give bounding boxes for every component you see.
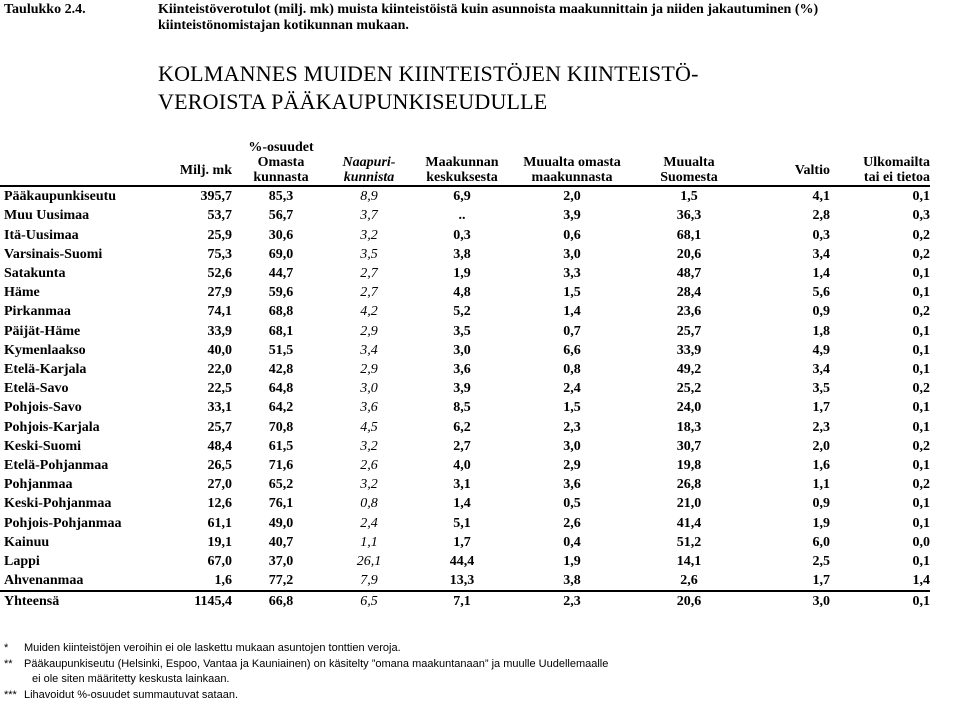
column-header xyxy=(516,155,628,186)
region-name: Yhteensä xyxy=(0,591,154,611)
footnote xyxy=(4,688,608,704)
table-cell: 2,0 xyxy=(812,438,830,454)
table-cell: 61,5 xyxy=(268,438,294,454)
table-cell: 0,3 xyxy=(812,227,830,243)
table-row xyxy=(0,379,930,398)
table-row xyxy=(0,283,930,302)
table-cell: 2,6 xyxy=(360,458,378,474)
table-cell: 25,7 xyxy=(207,419,232,435)
table-cell: 3,4 xyxy=(360,342,378,358)
table-row xyxy=(0,360,930,379)
column-header-line-1: Ulkomailta xyxy=(863,155,930,171)
table-row xyxy=(0,514,930,533)
column-header-line-1: Naapuri- xyxy=(342,155,396,171)
table-cell: 4,9 xyxy=(812,342,830,358)
region-name: Pohjois-Karjala xyxy=(4,419,100,435)
table-row xyxy=(0,322,930,341)
table-cell: 40,0 xyxy=(207,342,232,358)
total-row xyxy=(0,591,930,611)
table-cell: 1,6 xyxy=(154,571,232,591)
table-cell: 49,2 xyxy=(676,362,702,378)
table-cell: 3,0 xyxy=(563,438,581,454)
table-cell: 1,4 xyxy=(563,304,581,320)
table-row xyxy=(0,475,930,494)
table-cell: 0,1 xyxy=(912,419,930,435)
column-header-line-1: Valtio xyxy=(794,162,830,178)
table-cell: 40,7 xyxy=(268,534,294,550)
table-cell: 52,6 xyxy=(207,266,232,281)
table-cell: 27,9 xyxy=(207,285,232,301)
table-row xyxy=(0,533,930,552)
table-cell: 70,8 xyxy=(268,419,294,435)
table-cell: 44,7 xyxy=(268,266,294,281)
table-cell: 2,7 xyxy=(360,285,378,301)
table-cell: 0,4 xyxy=(563,534,581,550)
table-cell: 25,9 xyxy=(207,227,232,243)
region-name: Etelä-Karjala xyxy=(4,362,87,378)
table-caption: Kiinteistöverotulot (milj. mk) muista kiinteistöistä kuin asunnoista maakunnittain ja niiden jakautuminen (%) kiinteistönomistajan kotikunnan mukaan. xyxy=(158,2,819,33)
region-name: Päijät-Häme xyxy=(4,323,81,339)
table-cell: 0,1 xyxy=(830,591,930,611)
table-cell: 1,5 xyxy=(680,189,698,205)
table-cell: 0,2 xyxy=(912,381,930,397)
table-cell: 1,4 xyxy=(830,571,930,591)
table-cell: 3,5 xyxy=(360,246,378,262)
table-cell: 42,8 xyxy=(268,362,294,378)
table-cell: 66,8 xyxy=(232,591,330,611)
table-cell: 64,2 xyxy=(268,400,294,416)
headline xyxy=(158,60,699,116)
table-cell: 20,6 xyxy=(628,591,750,611)
table-cell: 3,6 xyxy=(563,477,581,493)
region-name: Muu Uusimaa xyxy=(4,208,90,224)
table-cell: 0,9 xyxy=(812,496,830,512)
table-cell: 2,3 xyxy=(516,591,628,611)
table-cell: 0,1 xyxy=(912,554,930,570)
table-row xyxy=(0,264,930,283)
table-cell: 2,5 xyxy=(812,554,830,570)
table-cell: 30,7 xyxy=(676,438,702,454)
region-name: Keski-Suomi xyxy=(4,438,82,454)
table-row xyxy=(0,418,930,437)
table-cell: 56,7 xyxy=(268,208,294,224)
table-cell: 2,9 xyxy=(360,362,378,378)
table-cell: 0,1 xyxy=(912,496,930,512)
table-cell: 65,2 xyxy=(268,477,294,493)
table-cell: 69,0 xyxy=(268,246,294,262)
table-cell: 12,6 xyxy=(207,496,232,512)
column-header xyxy=(0,155,154,186)
table-cell: 3,0 xyxy=(453,342,471,358)
table-cell: 4,2 xyxy=(360,304,378,320)
table-cell: 0,9 xyxy=(812,304,830,320)
table-cell: 5,6 xyxy=(812,285,830,301)
table-cell: 395,7 xyxy=(200,189,232,205)
table-cell: 6,0 xyxy=(812,534,830,550)
column-header-line-2: kunnasta xyxy=(253,170,309,186)
table-cell: 25,2 xyxy=(676,381,702,397)
table-cell: 0,2 xyxy=(912,477,930,493)
table-cell: 51,2 xyxy=(676,534,702,550)
footnote-mark: ** xyxy=(4,657,13,670)
table-cell: 5,2 xyxy=(453,304,471,320)
table-cell: 2,6 xyxy=(628,571,750,591)
region-name: Keski-Pohjanmaa xyxy=(4,496,112,512)
table-cell: 26,1 xyxy=(356,554,382,570)
table-cell: 8,9 xyxy=(360,189,378,205)
table-row xyxy=(0,341,930,360)
table-cell: 2,9 xyxy=(360,323,378,339)
table-cell: 53,7 xyxy=(207,208,232,224)
table-cell: 7,9 xyxy=(330,571,408,591)
table-cell: 2,9 xyxy=(563,458,581,474)
footnote xyxy=(4,657,608,673)
table-cell: 3,9 xyxy=(563,208,581,224)
group-header: %-osuudet xyxy=(248,140,314,156)
table-cell: 3,5 xyxy=(453,323,471,339)
footnote-text: Lihavoidut %-osuudet summautuvat sataan. xyxy=(24,688,239,701)
table-cell: 3,8 xyxy=(516,571,628,591)
table-cell: 21,0 xyxy=(676,496,702,512)
table-cell: 26,5 xyxy=(207,458,232,474)
table-cell: 68,8 xyxy=(268,304,294,320)
table-cell: 0,2 xyxy=(912,246,930,262)
data-table xyxy=(0,136,930,612)
table-cell: 0,1 xyxy=(912,342,930,358)
table-cell: 5,1 xyxy=(453,515,471,531)
table-cell: 4,1 xyxy=(812,189,830,205)
table-cell: 0,3 xyxy=(912,208,930,224)
table-cell: 3,0 xyxy=(360,381,378,397)
table-row xyxy=(0,226,930,245)
table-cell: 3,4 xyxy=(812,246,830,262)
table-cell: 23,6 xyxy=(676,304,702,320)
region-name: Häme xyxy=(4,285,40,301)
table-cell: 1,5 xyxy=(563,400,581,416)
column-header-line-1: Milj. mk xyxy=(179,162,232,178)
region-name: Pääkaupunkiseutu xyxy=(4,189,117,205)
table-cell: 19,8 xyxy=(676,458,702,474)
table-cell: 33,9 xyxy=(207,323,232,339)
table-cell: 51,5 xyxy=(268,342,294,358)
table-cell: 6,5 xyxy=(330,591,408,611)
table-cell: 0,1 xyxy=(912,458,930,474)
region-name: Pohjois-Pohjanmaa xyxy=(4,515,122,531)
region-name: Ahvenanmaa xyxy=(0,571,154,591)
table-cell: 3,1 xyxy=(453,477,471,493)
table-cell: 3,3 xyxy=(563,266,581,281)
table-cell: 0,2 xyxy=(912,304,930,320)
table-cell: 1,6 xyxy=(812,458,830,474)
table-cell: 1,7 xyxy=(453,534,471,550)
footnote-text: Pääkaupunkiseutu (Helsinki, Espoo, Vantaa ja Kauniainen) on käsitelty ”omana maakuntanaan” ja muulle Uudellemaalle xyxy=(24,657,609,670)
column-header xyxy=(154,155,232,186)
table-cell: 3,8 xyxy=(453,246,471,262)
table-cell: 8,5 xyxy=(453,400,471,416)
table-cell: 0,8 xyxy=(360,496,378,512)
table-cell: 2,6 xyxy=(563,515,581,531)
table-cell: 3,9 xyxy=(453,381,471,397)
table-row xyxy=(0,206,930,225)
table-row xyxy=(0,302,930,321)
table-cell: 22,0 xyxy=(207,362,232,378)
table-cell: 4,8 xyxy=(453,285,471,301)
table-cell: .. xyxy=(458,208,466,224)
table-cell: 2,4 xyxy=(360,515,378,531)
table-cell: 61,1 xyxy=(207,515,232,531)
table-cell: 33,9 xyxy=(676,342,702,358)
region-name: Etelä-Savo xyxy=(4,381,69,397)
table-cell: 26,8 xyxy=(676,477,702,493)
table-cell: 48,4 xyxy=(207,438,232,454)
footnote-mark: *** xyxy=(4,688,17,701)
table-cell: 22,5 xyxy=(207,381,232,397)
table-cell: 6,2 xyxy=(453,419,471,435)
table-row xyxy=(0,552,930,571)
column-header xyxy=(750,155,830,186)
table-cell: 0,3 xyxy=(453,227,471,243)
table-cell: 3,7 xyxy=(360,208,378,224)
footnote xyxy=(4,672,608,688)
table-cell: 0,6 xyxy=(563,227,581,243)
table-cell: 14,1 xyxy=(676,554,702,570)
region-name: Lappi xyxy=(4,554,40,570)
table-cell: 1,4 xyxy=(812,266,830,281)
column-header xyxy=(830,155,930,186)
table-cell: 0,2 xyxy=(912,227,930,243)
table-cell: 1,9 xyxy=(812,515,830,531)
table-cell: 85,3 xyxy=(268,189,294,205)
headline-line-2: VEROISTA PÄÄKAUPUNKISEUDULLE xyxy=(158,89,548,114)
table-cell: 4,0 xyxy=(453,458,471,474)
table-cell: 36,3 xyxy=(676,208,702,224)
column-header-line-1: Muualta xyxy=(663,155,715,171)
table-cell: 28,4 xyxy=(676,285,702,301)
table-cell: 77,2 xyxy=(232,571,330,591)
table-cell: 68,1 xyxy=(676,227,702,243)
region-name: Kainuu xyxy=(4,534,50,550)
table-cell: 0,1 xyxy=(912,285,930,301)
table-row xyxy=(0,186,930,206)
table-cell: 13,3 xyxy=(408,571,516,591)
table-row xyxy=(0,437,930,456)
table-cell: 0,2 xyxy=(912,438,930,454)
table-cell: 33,1 xyxy=(207,400,232,416)
column-header-line-2: kunnista xyxy=(343,170,395,186)
column-header-line-2: Suomesta xyxy=(660,170,718,186)
region-name: Varsinais-Suomi xyxy=(4,246,103,262)
table-cell: 0,1 xyxy=(912,515,930,531)
column-header-line-2: maakunnasta xyxy=(531,170,613,186)
table-cell: 0,5 xyxy=(563,496,581,512)
table-cell: 0,1 xyxy=(912,266,930,281)
footnote-text: Muiden kiinteistöjen veroihin ei ole laskettu mukaan asuntojen tonttien veroja. xyxy=(24,642,401,654)
table-number: Taulukko 2.4. xyxy=(4,2,86,17)
table-cell: 1,7 xyxy=(750,571,830,591)
table-cell: 1,9 xyxy=(453,266,471,281)
table-cell: 2,7 xyxy=(360,266,378,281)
table-cell: 7,1 xyxy=(408,591,516,611)
table-cell: 59,6 xyxy=(268,285,294,301)
region-name: Satakunta xyxy=(4,266,66,281)
table-cell: 44,4 xyxy=(449,554,475,570)
table-cell: 2,4 xyxy=(563,381,581,397)
table-cell: 3,5 xyxy=(812,381,830,397)
table-cell: 0,1 xyxy=(912,362,930,378)
table-cell: 0,7 xyxy=(563,323,581,339)
column-header-line-2: keskuksesta xyxy=(426,170,498,186)
column-header xyxy=(408,155,516,186)
table-row xyxy=(0,494,930,513)
table-cell: 64,8 xyxy=(268,381,294,397)
region-name: Pohjanmaa xyxy=(4,477,73,493)
table-cell: 1,7 xyxy=(812,400,830,416)
footnotes xyxy=(4,641,608,703)
table-cell: 2,8 xyxy=(812,208,830,224)
table-cell: 3,0 xyxy=(563,246,581,262)
footnote-mark: * xyxy=(4,642,9,654)
table-cell: 3,0 xyxy=(750,591,830,611)
table-cell: 0,1 xyxy=(912,400,930,416)
footnote xyxy=(4,641,608,657)
table-cell: 3,4 xyxy=(812,362,830,378)
column-header-line-1: Muualta omasta xyxy=(523,155,621,171)
table-cell: 3,2 xyxy=(360,477,378,493)
table-cell: 1,8 xyxy=(812,323,830,339)
table-cell: 19,1 xyxy=(207,534,232,550)
table-cell: 3,2 xyxy=(360,227,378,243)
table-cell: 67,0 xyxy=(207,554,232,570)
table-cell: 1,9 xyxy=(563,554,581,570)
table-row xyxy=(0,245,930,264)
table-cell: 68,1 xyxy=(268,323,294,339)
table-cell: 2,7 xyxy=(453,438,471,454)
table-cell: 3,6 xyxy=(360,400,378,416)
region-name: Pohjois-Savo xyxy=(4,400,82,416)
column-header-line-1: Maakunnan xyxy=(425,155,499,171)
table-cell: 0,0 xyxy=(912,534,930,550)
table-cell: 37,0 xyxy=(268,554,294,570)
table-cell: 4,5 xyxy=(360,419,378,435)
table-cell: 20,6 xyxy=(676,246,702,262)
table-cell: 71,6 xyxy=(268,458,294,474)
table-cell: 49,0 xyxy=(268,515,294,531)
table-row xyxy=(0,571,930,591)
table-cell: 30,6 xyxy=(268,227,294,243)
table-cell: 2,0 xyxy=(563,189,581,205)
table-cell: 1145,4 xyxy=(154,591,232,611)
table-cell: 3,2 xyxy=(360,438,378,454)
table-cell: 6,6 xyxy=(563,342,581,358)
column-header xyxy=(330,155,408,186)
table-row xyxy=(0,456,930,475)
column-header xyxy=(628,155,750,186)
table-cell: 0,1 xyxy=(912,189,930,205)
column-header-line-1: Omasta xyxy=(257,155,305,171)
table-cell: 1,5 xyxy=(563,285,581,301)
table-cell: 25,7 xyxy=(676,323,702,339)
headline-line-1: KOLMANNES MUIDEN KIINTEISTÖJEN KIINTEISTÖ- xyxy=(158,61,699,86)
column-header-line-2: tai ei tietoa xyxy=(863,170,930,186)
table-cell: 1,1 xyxy=(360,534,378,550)
table-cell: 24,0 xyxy=(676,400,702,416)
table-cell: 74,1 xyxy=(207,304,232,320)
table-cell: 6,9 xyxy=(453,189,471,205)
table-cell: 75,3 xyxy=(207,246,232,262)
table-body xyxy=(0,186,930,611)
table-cell: 1,1 xyxy=(812,477,830,493)
table-cell: 41,4 xyxy=(676,515,702,531)
column-header-row xyxy=(0,155,930,186)
footnote-text: ei ole siten määritetty keskusta lainkaan. xyxy=(32,673,230,685)
column-header xyxy=(232,155,330,186)
table-cell: 0,8 xyxy=(563,362,581,378)
table-cell: 0,1 xyxy=(912,323,930,339)
region-name: Etelä-Pohjanmaa xyxy=(4,458,109,474)
region-name: Pirkanmaa xyxy=(4,304,71,320)
table-cell: 1,4 xyxy=(453,496,471,512)
table-cell: 27,0 xyxy=(207,477,232,493)
table-cell: 3,6 xyxy=(453,362,471,378)
table-cell: 18,3 xyxy=(676,419,702,435)
table-row xyxy=(0,398,930,417)
table-cell: 2,3 xyxy=(563,419,581,435)
region-name: Kymenlaakso xyxy=(4,342,86,358)
region-name: Itä-Uusimaa xyxy=(4,227,79,243)
table-cell: 76,1 xyxy=(268,496,294,512)
table-cell: 2,3 xyxy=(812,419,830,435)
table-cell: 48,7 xyxy=(676,266,702,281)
